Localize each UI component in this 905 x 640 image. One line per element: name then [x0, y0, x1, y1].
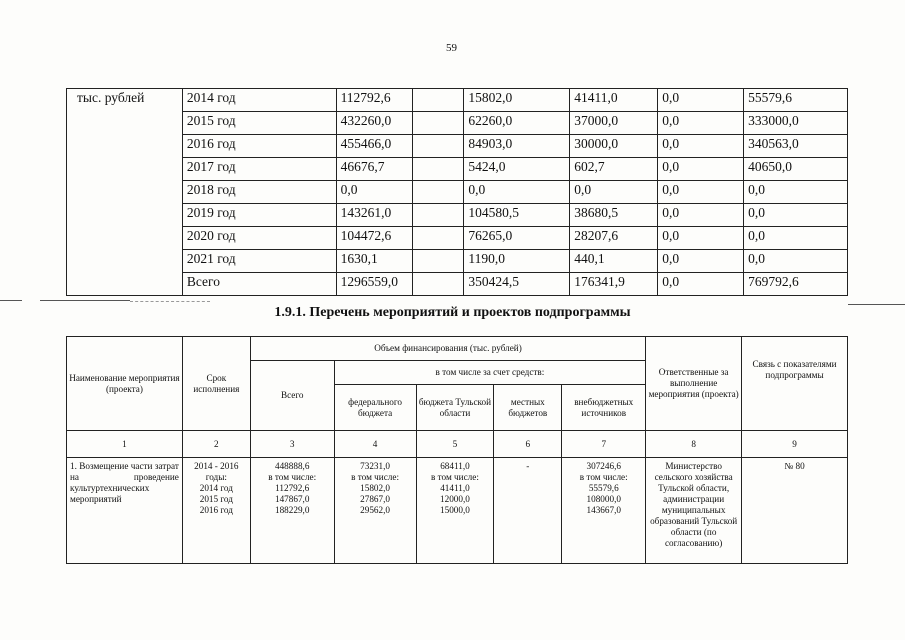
measure-extra: 307246,6 в том числе: 55579,6 108000,0 143667,0 — [562, 458, 646, 564]
measures-table — [66, 336, 848, 564]
cell-extra: 769792,6 — [744, 273, 848, 296]
column-number: 1 — [67, 431, 183, 458]
header-name: Наименование мероприятия (проекта) — [67, 337, 183, 431]
column-number: 3 — [250, 431, 334, 458]
cell-blank — [412, 204, 464, 227]
cell-federal: 76265,0 — [464, 227, 570, 250]
table-row — [67, 112, 848, 135]
cell-regional: 0,0 — [570, 181, 658, 204]
cell-local: 0,0 — [658, 250, 744, 273]
cell-total: 112792,6 — [336, 89, 412, 112]
measure-indicators: № 80 — [742, 458, 848, 564]
column-number: 7 — [562, 431, 646, 458]
cell-extra: 333000,0 — [744, 112, 848, 135]
cell-local: 0,0 — [658, 204, 744, 227]
table-row — [67, 181, 848, 204]
cell-local: 0,0 — [658, 89, 744, 112]
cell-total: 104472,6 — [336, 227, 412, 250]
cell-blank — [412, 181, 464, 204]
cell-federal: 5424,0 — [464, 158, 570, 181]
cell-blank — [412, 89, 464, 112]
cell-year: 2020 год — [182, 227, 336, 250]
cell-federal: 15802,0 — [464, 89, 570, 112]
table-row — [67, 135, 848, 158]
cell-regional: 38680,5 — [570, 204, 658, 227]
header-term: Срок исполнения — [182, 337, 250, 431]
column-number: 8 — [646, 431, 742, 458]
cell-regional: 440,1 — [570, 250, 658, 273]
cell-regional: 30000,0 — [570, 135, 658, 158]
cell-federal: 62260,0 — [464, 112, 570, 135]
table-row — [67, 89, 848, 112]
cell-regional: 602,7 — [570, 158, 658, 181]
table-row — [67, 458, 848, 564]
section-heading: 1.9.1. Перечень мероприятий и проектов подпрограммы — [274, 305, 631, 320]
cell-year: 2021 год — [182, 250, 336, 273]
measure-total: 448888,6 в том числе: 112792,6 147867,0 188229,0 — [250, 458, 334, 564]
cell-total: 432260,0 — [336, 112, 412, 135]
cell-federal: 104580,5 — [464, 204, 570, 227]
column-number: 9 — [742, 431, 848, 458]
column-number: 4 — [334, 431, 416, 458]
header-regional: бюджета Тульской области — [416, 385, 494, 431]
cell-federal: 1190,0 — [464, 250, 570, 273]
cell-federal: 0,0 — [464, 181, 570, 204]
unit-label: тыс. рублей — [67, 89, 183, 296]
cell-blank — [412, 250, 464, 273]
cell-local: 0,0 — [658, 181, 744, 204]
page-number: 59 — [446, 42, 457, 54]
cell-regional: 28207,6 — [570, 227, 658, 250]
cell-year: 2018 год — [182, 181, 336, 204]
cell-year: 2016 год — [182, 135, 336, 158]
funding-by-year-table — [66, 88, 848, 296]
table-row — [67, 250, 848, 273]
cell-local: 0,0 — [658, 112, 744, 135]
cell-extra: 0,0 — [744, 181, 848, 204]
cell-extra: 55579,6 — [744, 89, 848, 112]
cell-local: 0,0 — [658, 227, 744, 250]
cell-blank — [412, 158, 464, 181]
cell-blank — [412, 135, 464, 158]
measure-local: - — [494, 458, 562, 564]
cell-regional: 176341,9 — [570, 273, 658, 296]
header-total: Всего — [250, 361, 334, 431]
measure-responsible: Министерство сельского хозяйства Тульской области, администрации муниципальных образований Тульской области (по согласованию) — [646, 458, 742, 564]
cell-extra: 40650,0 — [744, 158, 848, 181]
cell-year: Всего — [182, 273, 336, 296]
cell-year: 2017 год — [182, 158, 336, 181]
header-indicators: Связь с показателями подпрограммы — [742, 337, 848, 431]
cell-local: 0,0 — [658, 273, 744, 296]
cell-year: 2019 год — [182, 204, 336, 227]
cell-extra: 340563,0 — [744, 135, 848, 158]
header-extra: внебюджетных источников — [562, 385, 646, 431]
cell-blank — [412, 227, 464, 250]
cell-total: 46676,7 — [336, 158, 412, 181]
column-numbers-row — [67, 431, 848, 458]
header-including: в том числе за счет средств: — [334, 361, 646, 385]
header-federal: федерального бюджета — [334, 385, 416, 431]
table-row — [67, 158, 848, 181]
column-number: 5 — [416, 431, 494, 458]
cell-regional: 41411,0 — [570, 89, 658, 112]
table-row — [67, 273, 848, 296]
cell-local: 0,0 — [658, 158, 744, 181]
measure-name: 1. Возмещение части затрат на проведение культуртехнических мероприятий — [67, 458, 183, 564]
cell-federal: 350424,5 — [464, 273, 570, 296]
header-funding: Объем финансирования (тыс. рублей) — [250, 337, 645, 361]
header-responsible: Ответственные за выполнение мероприятия (проекта) — [646, 337, 742, 431]
cell-federal: 84903,0 — [464, 135, 570, 158]
cell-extra: 0,0 — [744, 250, 848, 273]
header-local: местных бюджетов — [494, 385, 562, 431]
cell-local: 0,0 — [658, 135, 744, 158]
cell-total: 1630,1 — [336, 250, 412, 273]
column-number: 2 — [182, 431, 250, 458]
cell-extra: 0,0 — [744, 204, 848, 227]
cell-blank — [412, 273, 464, 296]
cell-total: 1296559,0 — [336, 273, 412, 296]
cell-year: 2014 год — [182, 89, 336, 112]
measure-regional: 68411,0 в том числе: 41411,0 12000,0 15000,0 — [416, 458, 494, 564]
cell-total: 455466,0 — [336, 135, 412, 158]
cell-regional: 37000,0 — [570, 112, 658, 135]
cell-year: 2015 год — [182, 112, 336, 135]
column-number: 6 — [494, 431, 562, 458]
measure-federal: 73231,0 в том числе: 15802,0 27867,0 29562,0 — [334, 458, 416, 564]
measure-term: 2014 - 2016 годы: 2014 год 2015 год 2016 год — [182, 458, 250, 564]
cell-total: 0,0 — [336, 181, 412, 204]
cell-total: 143261,0 — [336, 204, 412, 227]
table-row — [67, 204, 848, 227]
cell-blank — [412, 112, 464, 135]
table-row — [67, 227, 848, 250]
cell-extra: 0,0 — [744, 227, 848, 250]
